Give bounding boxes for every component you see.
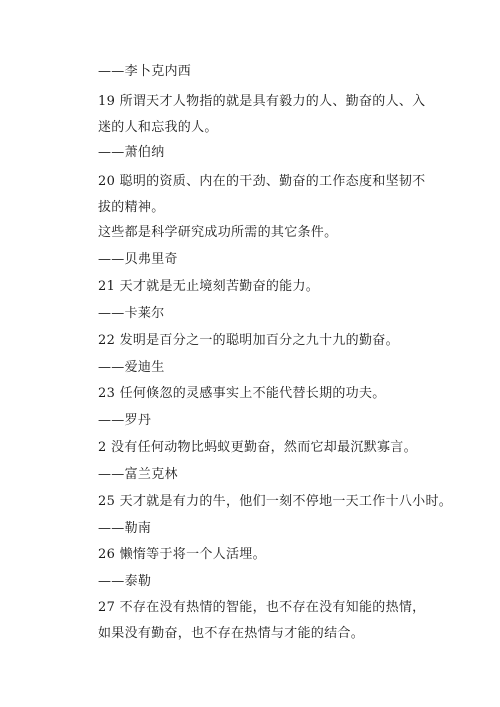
quote-22: 22 发明是百分之一的聪明加百分之九十九的勤奋。 (98, 333, 399, 348)
quote-26: 26 懒惰等于将一个人活埋。 (98, 547, 266, 562)
attribution-rodin: ——罗丹 (98, 413, 152, 428)
quote-25: 25 天才就是有力的牛，他们一刻不停地一天工作十八小时。 (98, 494, 453, 509)
attribution-renan: ——勒南 (98, 521, 152, 536)
quote-23: 23 任何倏忽的灵感事实上不能代替长期的功夫。 (98, 386, 386, 401)
attribution-edison: ——爱迪生 (98, 360, 165, 375)
attribution-beveridge: ——贝弗里奇 (98, 252, 178, 267)
attribution-taylor: ——泰勒 (98, 574, 152, 589)
quote-20: 20 聪明的资质、内在的干劲、勤奋的工作态度和坚韧不拔的精神。 (98, 174, 426, 215)
quote-27: 27 不存在没有热情的智能，也不存在没有知能的热情，如果没有勤奋，也不存在热情与才能的结合。 (98, 600, 426, 641)
attribution-franklin: ——富兰克林 (98, 467, 178, 482)
quote-21: 21 天才就是无止境刻苦勤奋的能力。 (98, 279, 320, 294)
attribution-liebknecht: ——李卜克内西 (98, 64, 192, 79)
quote-19: 19 所谓天才人物指的就是具有毅力的人、勤奋的人、入迷的人和忘我的人。 (98, 94, 426, 135)
attribution-carlyle: ——卡莱尔 (98, 306, 165, 321)
attribution-shaw: ——萧伯纳 (98, 145, 165, 160)
quote-24: 2 没有任何动物比蚂蚁更勤奋，然而它却最沉默寡言。 (98, 440, 417, 455)
quote-20-continued: 这些都是科学研究成功所需的其它条件。 (98, 225, 338, 240)
